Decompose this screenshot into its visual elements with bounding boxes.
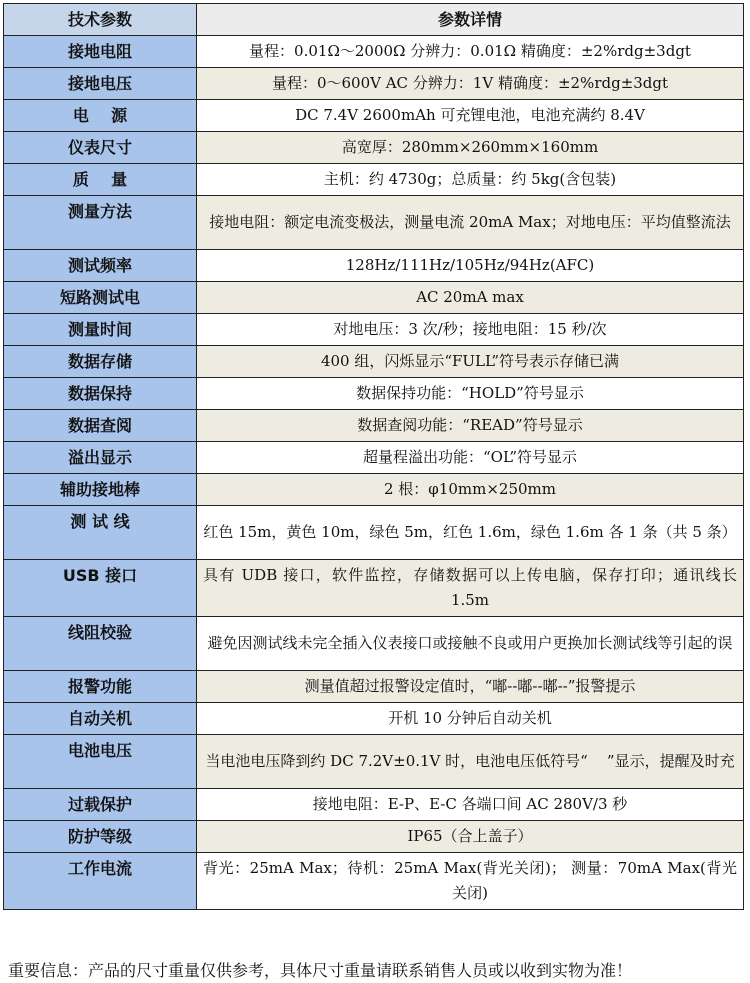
table-row: [4, 560, 744, 617]
row-label: 辅助接地棒: [4, 474, 197, 506]
row-value: 高宽厚：280mm×260mm×160mm: [197, 132, 744, 164]
row-label: 溢出显示: [4, 442, 197, 474]
row-value: 接地电阻：E-P、E-C 各端口间 AC 280V/3 秒: [197, 789, 744, 821]
table-row: [4, 250, 744, 282]
table-row: [4, 410, 744, 442]
row-value: 接地电阻：额定电流变极法，测量电流 20mA Max；对地电压：平均值整流法: [197, 196, 744, 250]
header-detail: 参数详情: [197, 4, 744, 36]
row-value: 测量值超过报警设定值时，“嘟--嘟--嘟--”报警提示: [197, 671, 744, 703]
table-row: [4, 821, 744, 853]
table-row: [4, 100, 744, 132]
row-label: 报警功能: [4, 671, 197, 703]
row-label: 数据查阅: [4, 410, 197, 442]
table-row: [4, 671, 744, 703]
row-value: 主机：约 4730g；总质量：约 5kg(含包装): [197, 164, 744, 196]
row-label: 数据存储: [4, 346, 197, 378]
row-value: IP65（合上盖子）: [197, 821, 744, 853]
row-value: 超量程溢出功能：“OL”符号显示: [197, 442, 744, 474]
row-label: 自动关机: [4, 703, 197, 735]
row-label: 电 源: [4, 100, 197, 132]
row-value: 128Hz/111Hz/105Hz/94Hz(AFC): [197, 250, 744, 282]
row-value: 量程：0.01Ω～2000Ω 分辨力：0.01Ω 精确度：±2%rdg±3dgt: [197, 36, 744, 68]
table-row: [4, 132, 744, 164]
row-label: 线阻校验: [4, 617, 197, 671]
table-row: [4, 789, 744, 821]
row-value: 当电池电压降到约 DC 7.2V±0.1V 时，电池电压低符号“ ”显示，提醒及时充: [197, 735, 744, 789]
table-row: [4, 282, 744, 314]
table-row: [4, 506, 744, 560]
row-value: 量程：0～600V AC 分辨力：1V 精确度：±2%rdg±3dgt: [197, 68, 744, 100]
row-label: 仪表尺寸: [4, 132, 197, 164]
row-value: DC 7.4V 2600mAh 可充锂电池，电池充满约 8.4V: [197, 100, 744, 132]
table-row: [4, 442, 744, 474]
row-label: 过载保护: [4, 789, 197, 821]
row-label: 电池电压: [4, 735, 197, 789]
row-value: 具有 UDB 接口，软件监控，存储数据可以上传电脑，保存打印；通讯线长 1.5m: [197, 560, 744, 617]
row-value: 开机 10 分钟后自动关机: [197, 703, 744, 735]
row-value: 对地电压：3 次/秒；接地电阻：15 秒/次: [197, 314, 744, 346]
table-row: [4, 378, 744, 410]
table-row: [4, 474, 744, 506]
row-label: 测量时间: [4, 314, 197, 346]
row-label: 测量方法: [4, 196, 197, 250]
row-value: AC 20mA max: [197, 282, 744, 314]
row-label: 工作电流: [4, 853, 197, 910]
table-row: [4, 36, 744, 68]
row-label: 质 量: [4, 164, 197, 196]
row-label: 接地电阻: [4, 36, 197, 68]
table-row: [4, 703, 744, 735]
spec-table: [3, 3, 744, 910]
table-row: [4, 68, 744, 100]
header-param: 技术参数: [4, 4, 197, 36]
row-value: 红色 15m，黄色 10m，绿色 5m，红色 1.6m，绿色 1.6m 各 1 条（共 5 条）: [197, 506, 744, 560]
row-label: 接地电压: [4, 68, 197, 100]
row-value: 数据查阅功能：“READ”符号显示: [197, 410, 744, 442]
row-label: 短路测试电: [4, 282, 197, 314]
table-row: [4, 735, 744, 789]
row-label: 防护等级: [4, 821, 197, 853]
row-label: 测试频率: [4, 250, 197, 282]
row-label: USB 接口: [4, 560, 197, 617]
row-value: 背光：25mA Max；待机：25mA Max(背光关闭)； 测量：70mA Max(背光关闭): [197, 853, 744, 910]
disclaimer-note: 重要信息：产品的尺寸重量仅供参考，具体尺寸重量请联系销售人员或以收到实物为准！: [8, 961, 633, 980]
table-row: [4, 617, 744, 671]
table-row: [4, 346, 744, 378]
row-value: 避免因测试线未完全插入仪表接口或接触不良或用户更换加长测试线等引起的误: [197, 617, 744, 671]
row-value: 400 组，闪烁显示“FULL”符号表示存储已满: [197, 346, 744, 378]
table-row: [4, 314, 744, 346]
table-row: [4, 164, 744, 196]
table-row: [4, 853, 744, 910]
row-value: 2 根：φ10mm×250mm: [197, 474, 744, 506]
row-label: 测 试 线: [4, 506, 197, 560]
table-row: [4, 196, 744, 250]
row-value: 数据保持功能：“HOLD”符号显示: [197, 378, 744, 410]
table-header-row: [4, 4, 744, 36]
row-label: 数据保持: [4, 378, 197, 410]
